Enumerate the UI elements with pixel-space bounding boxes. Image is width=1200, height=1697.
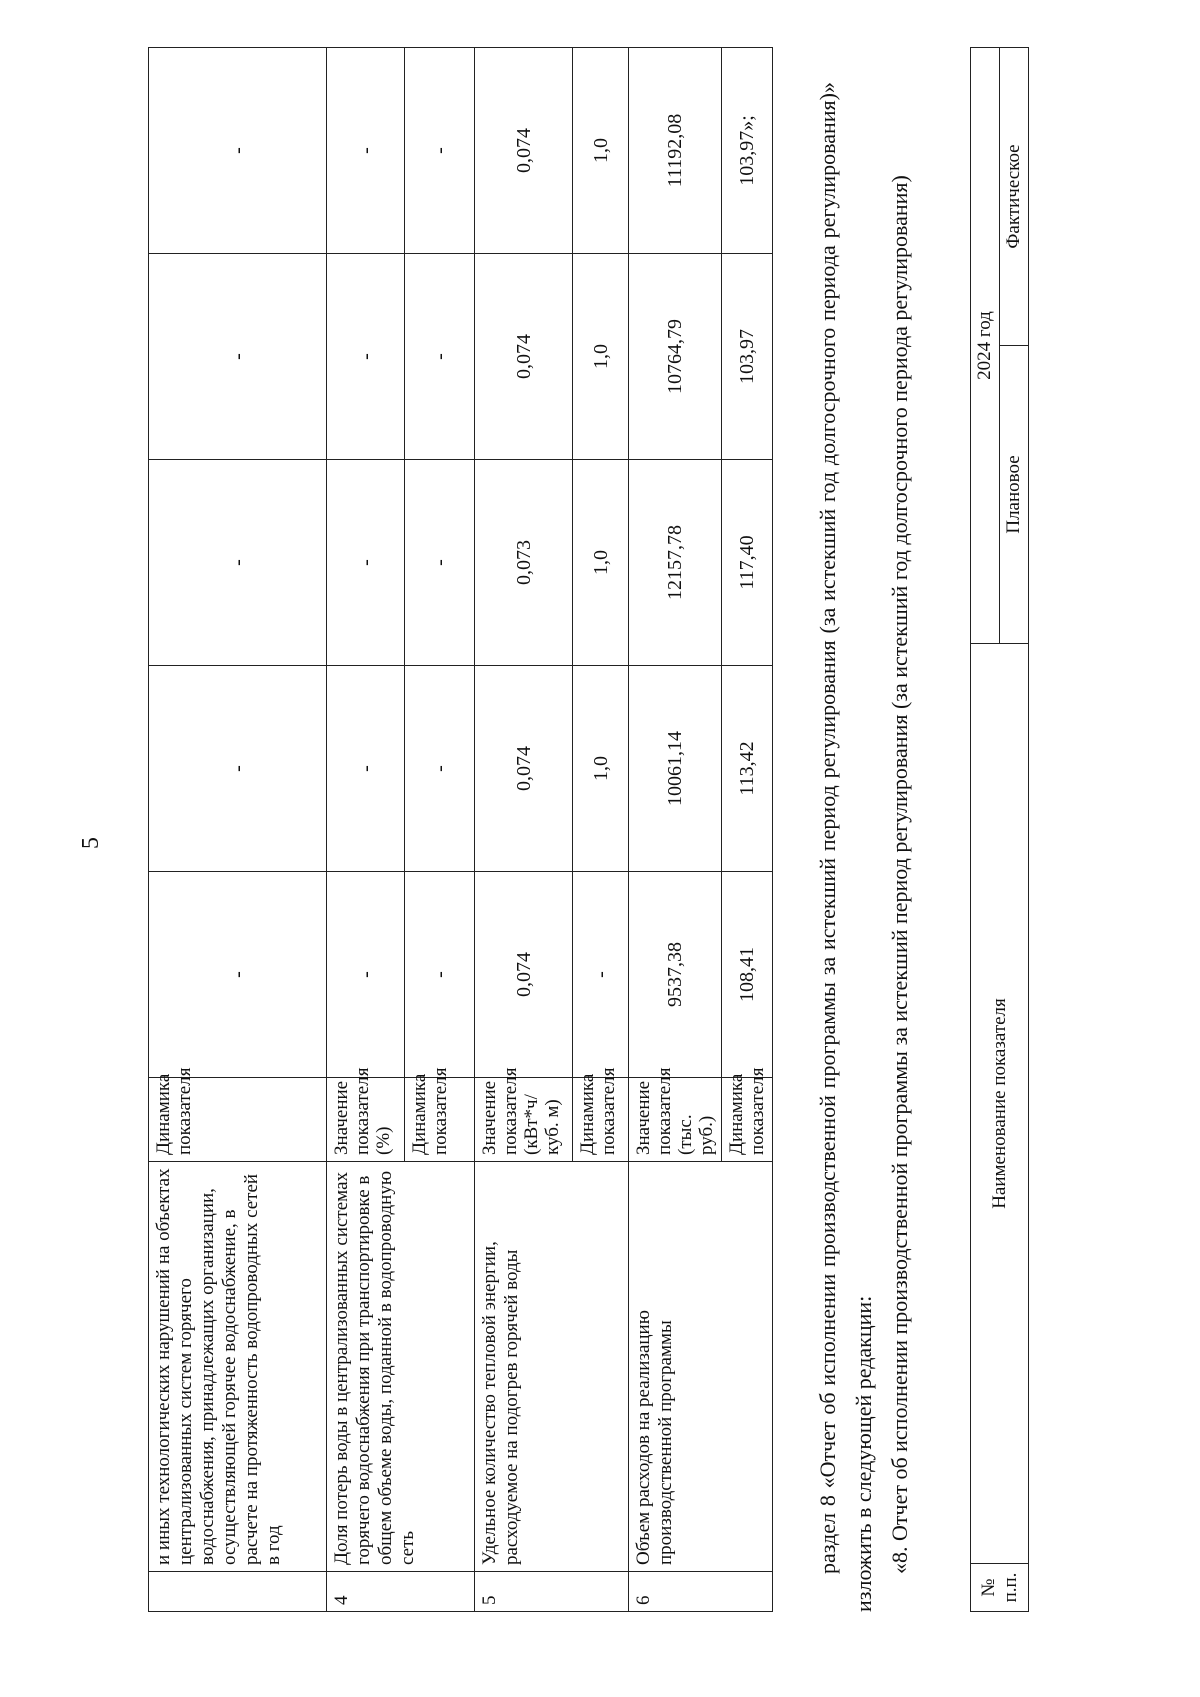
row-number: [149, 1572, 327, 1612]
value-cell: -: [405, 460, 475, 666]
table-row: [629, 48, 722, 1612]
value-cell: 1,0: [573, 666, 629, 872]
value-cell: 0,074: [475, 254, 573, 460]
value-cell: 1,0: [573, 460, 629, 666]
indicator-unit: Значение показателя (%): [327, 1078, 405, 1162]
value-cell: -: [405, 48, 475, 254]
value-cell: -: [327, 666, 405, 872]
header-year: 2024 год: [971, 47, 1000, 643]
value-cell: -: [327, 460, 405, 666]
value-cell: -: [573, 872, 629, 1078]
indicator-name: Удельное количество тепловой энергии, расходуемое на подогрев горячей воды: [475, 1162, 629, 1572]
report-table: [970, 47, 1029, 1612]
indicators-table: [148, 47, 773, 1612]
value-cell: -: [149, 666, 327, 872]
value-cell: 108,41: [722, 872, 773, 1078]
value-cell: 1,0: [573, 254, 629, 460]
table-row: [475, 48, 573, 1612]
value-cell: 0,074: [475, 872, 573, 1078]
row-number: 6: [629, 1572, 773, 1612]
report-table-header-row: [971, 47, 1000, 1611]
header-planned: Плановое: [1000, 346, 1029, 644]
indicator-unit: Динамика показателя: [405, 1078, 475, 1162]
value-cell: 10764,79: [629, 254, 722, 460]
value-cell: -: [327, 48, 405, 254]
indicator-unit: Динамика показателя: [573, 1078, 629, 1162]
value-cell: 9537,38: [629, 872, 722, 1078]
value-cell: 113,42: [722, 666, 773, 872]
indicator-name: Доля потерь воды в централизованных системах горячего водоснабжения при транспортировке в общем объеме воды, поданной в водопроводную сеть: [327, 1162, 475, 1572]
table-row: [149, 48, 327, 1612]
row-number: 5: [475, 1572, 629, 1612]
table-row: [327, 48, 405, 1612]
value-cell: -: [149, 254, 327, 460]
value-cell: -: [149, 872, 327, 1078]
value-cell: 10061,14: [629, 666, 722, 872]
indicator-name: и иных технологических нарушений на объектах централизованных систем горячего водоснабжения, принадлежащих организации, осуществляющей горячее водоснабжение, в расчете на протяженность водопроводных сетей в год: [149, 1162, 327, 1572]
value-cell: 11192,08: [629, 48, 722, 254]
value-cell: 0,074: [475, 48, 573, 254]
value-cell: 103,97: [722, 254, 773, 460]
value-cell: -: [405, 872, 475, 1078]
header-number: № п.п.: [971, 1564, 1029, 1612]
indicator-unit: Значение показателя (кВт*ч/куб. м): [475, 1078, 573, 1162]
indicators-table-body: [149, 48, 773, 1612]
paragraph-report-title: «8. Отчет об исполнении производственной программы за истекший период регулирования (за истекший год долгосрочного периода регулирования): [887, 175, 912, 1574]
row-number: 4: [327, 1572, 475, 1612]
indicator-unit: Динамика показателя: [722, 1078, 773, 1162]
paragraph-section-8: раздел 8 «Отчет об исполнении производственной программы за истекший период регулирования (за истекший год долгосрочного периода регулирования)» изложить в следующей редакции:: [815, 82, 876, 1612]
header-actual: Фактическое: [1000, 47, 1029, 345]
indicator-unit: Значение показателя (тыс. руб.): [629, 1078, 722, 1162]
value-cell: -: [149, 48, 327, 254]
value-cell: -: [405, 254, 475, 460]
value-cell: -: [149, 460, 327, 666]
indicator-name: Объем расходов на реализацию производственной программы: [629, 1162, 773, 1572]
value-cell: 103,97»;: [722, 48, 773, 254]
value-cell: -: [327, 872, 405, 1078]
value-cell: -: [327, 254, 405, 460]
value-cell: 0,073: [475, 460, 573, 666]
header-indicator-name: Наименование показателя: [971, 644, 1029, 1564]
value-cell: 0,074: [475, 666, 573, 872]
value-cell: 1,0: [573, 48, 629, 254]
value-cell: 12157,78: [629, 460, 722, 666]
indicator-unit: Динамика показателя: [149, 1078, 327, 1162]
value-cell: -: [405, 666, 475, 872]
page-number: 5: [78, 837, 104, 849]
value-cell: 117,40: [722, 460, 773, 666]
